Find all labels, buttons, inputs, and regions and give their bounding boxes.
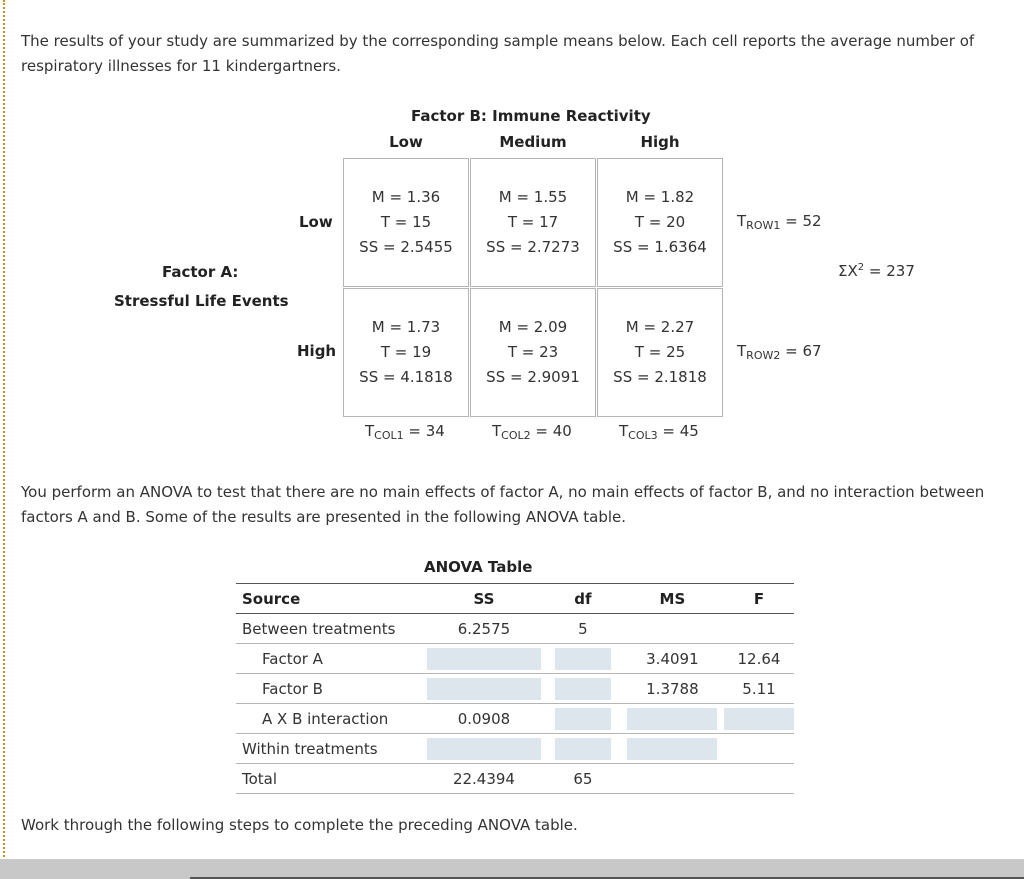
- cell-total: T = 25: [634, 343, 686, 361]
- anova-table-title: ANOVA Table: [424, 558, 533, 576]
- df-interaction-blank[interactable]: [545, 704, 621, 734]
- ss-total: 22.4394: [423, 764, 545, 794]
- factor-b-level-medium: Medium: [499, 133, 567, 151]
- left-border: [3, 0, 5, 857]
- ss-factor-a-blank[interactable]: [423, 644, 545, 674]
- cell-total: T = 15: [380, 213, 432, 231]
- ms-factor-b: 1.3788: [621, 674, 724, 704]
- factor-a-level-high: High: [297, 342, 337, 360]
- header-df: df: [545, 584, 621, 614]
- source-interaction: A X B interaction: [236, 704, 423, 734]
- cell-total: T = 20: [634, 213, 686, 231]
- df-factor-b-blank[interactable]: [545, 674, 621, 704]
- table-row: [236, 614, 794, 644]
- anova-header-row: [236, 584, 794, 614]
- table-row: [236, 674, 794, 704]
- source-total: Total: [236, 764, 423, 794]
- cell-ss: SS = 1.6364: [613, 238, 707, 256]
- factor-a-title: Factor A:: [162, 263, 239, 281]
- cell-ss: SS = 2.9091: [486, 368, 580, 386]
- ms-factor-a: 3.4091: [621, 644, 724, 674]
- cell-ss: SS = 2.5455: [359, 238, 453, 256]
- anova-intro-paragraph: You perform an ANOVA to test that there are no main effects of factor A, no main effects of factor B, and no interaction between factors A and B. Some of the results are presented in the following ANOVA table.: [21, 483, 985, 526]
- ms-within-blank[interactable]: [621, 734, 724, 764]
- cell-total: T = 19: [380, 343, 432, 361]
- cell-mean: M = 1.36: [371, 188, 441, 206]
- cell-mean: M = 2.09: [498, 318, 568, 336]
- header-ss: SS: [423, 584, 545, 614]
- df-total: 65: [545, 764, 621, 794]
- col-total-3: $T_{COL3} = 45$: [619, 422, 699, 442]
- anova-table: [236, 583, 794, 794]
- intro-paragraph: The results of your study are summarized by the corresponding sample means below. Each cell reports the average number of respiratory illnesses for 11 kindergartners.: [21, 32, 975, 75]
- factor-a-level-low: Low: [299, 213, 333, 231]
- table-row: [236, 704, 794, 734]
- header-source: Source: [236, 584, 423, 614]
- cell-ss: SS = 2.7273: [486, 238, 580, 256]
- ss-factor-b-blank[interactable]: [423, 674, 545, 704]
- source-factor-a: Factor A: [236, 644, 423, 674]
- cell-total: T = 17: [507, 213, 559, 231]
- f-factor-b: 5.11: [724, 674, 794, 704]
- header-f: F: [724, 584, 794, 614]
- row-total-1: $T_{ROW1} = 52$: [737, 212, 822, 232]
- source-between: Between treatments: [236, 614, 423, 644]
- ss-interaction: 0.0908: [423, 704, 545, 734]
- f-between: [724, 614, 794, 644]
- cell-ss: SS = 4.1818: [359, 368, 453, 386]
- table-row: [236, 734, 794, 764]
- cell-high-high: [597, 288, 723, 417]
- cell-mean: M = 1.82: [625, 188, 695, 206]
- f-within: [724, 734, 794, 764]
- table-row: [236, 644, 794, 674]
- cell-mean: M = 2.27: [625, 318, 695, 336]
- factor-b-level-high: High: [640, 133, 680, 151]
- cell-low-medium: [470, 158, 596, 287]
- cell-mean: M = 1.73: [371, 318, 441, 336]
- df-within-blank[interactable]: [545, 734, 621, 764]
- ms-interaction-blank[interactable]: [621, 704, 724, 734]
- col-total-1: $T_{COL1} = 34$: [365, 422, 445, 442]
- col-total-2: $T_{COL2} = 40$: [492, 422, 572, 442]
- cell-low-low: [343, 158, 469, 287]
- factor-b-level-low: Low: [389, 133, 423, 151]
- cell-high-low: [343, 288, 469, 417]
- sum-x-squared: $\Sigma X^2 = 237$: [838, 262, 915, 280]
- cell-high-medium: [470, 288, 596, 417]
- row-total-2: $T_{ROW2} = 67$: [737, 342, 822, 362]
- f-total: [724, 764, 794, 794]
- source-within: Within treatments: [236, 734, 423, 764]
- ms-total: [621, 764, 724, 794]
- header-ms: MS: [621, 584, 724, 614]
- f-factor-a: 12.64: [724, 644, 794, 674]
- table-row: [236, 764, 794, 794]
- ss-within-blank[interactable]: [423, 734, 545, 764]
- cell-ss: SS = 2.1818: [613, 368, 707, 386]
- cell-low-high: [597, 158, 723, 287]
- ms-between: [621, 614, 724, 644]
- f-interaction-blank[interactable]: [724, 704, 794, 734]
- cell-mean: M = 1.55: [498, 188, 568, 206]
- steps-paragraph: Work through the following steps to complete the preceding ANOVA table.: [21, 816, 578, 834]
- ss-between: 6.2575: [423, 614, 545, 644]
- factor-b-title: Factor B: Immune Reactivity: [411, 107, 651, 125]
- horizontal-scrollbar[interactable]: [0, 859, 1024, 879]
- source-factor-b: Factor B: [236, 674, 423, 704]
- df-factor-a-blank[interactable]: [545, 644, 621, 674]
- df-between: 5: [545, 614, 621, 644]
- factor-a-subtitle: Stressful Life Events: [114, 292, 289, 310]
- cell-total: T = 23: [507, 343, 559, 361]
